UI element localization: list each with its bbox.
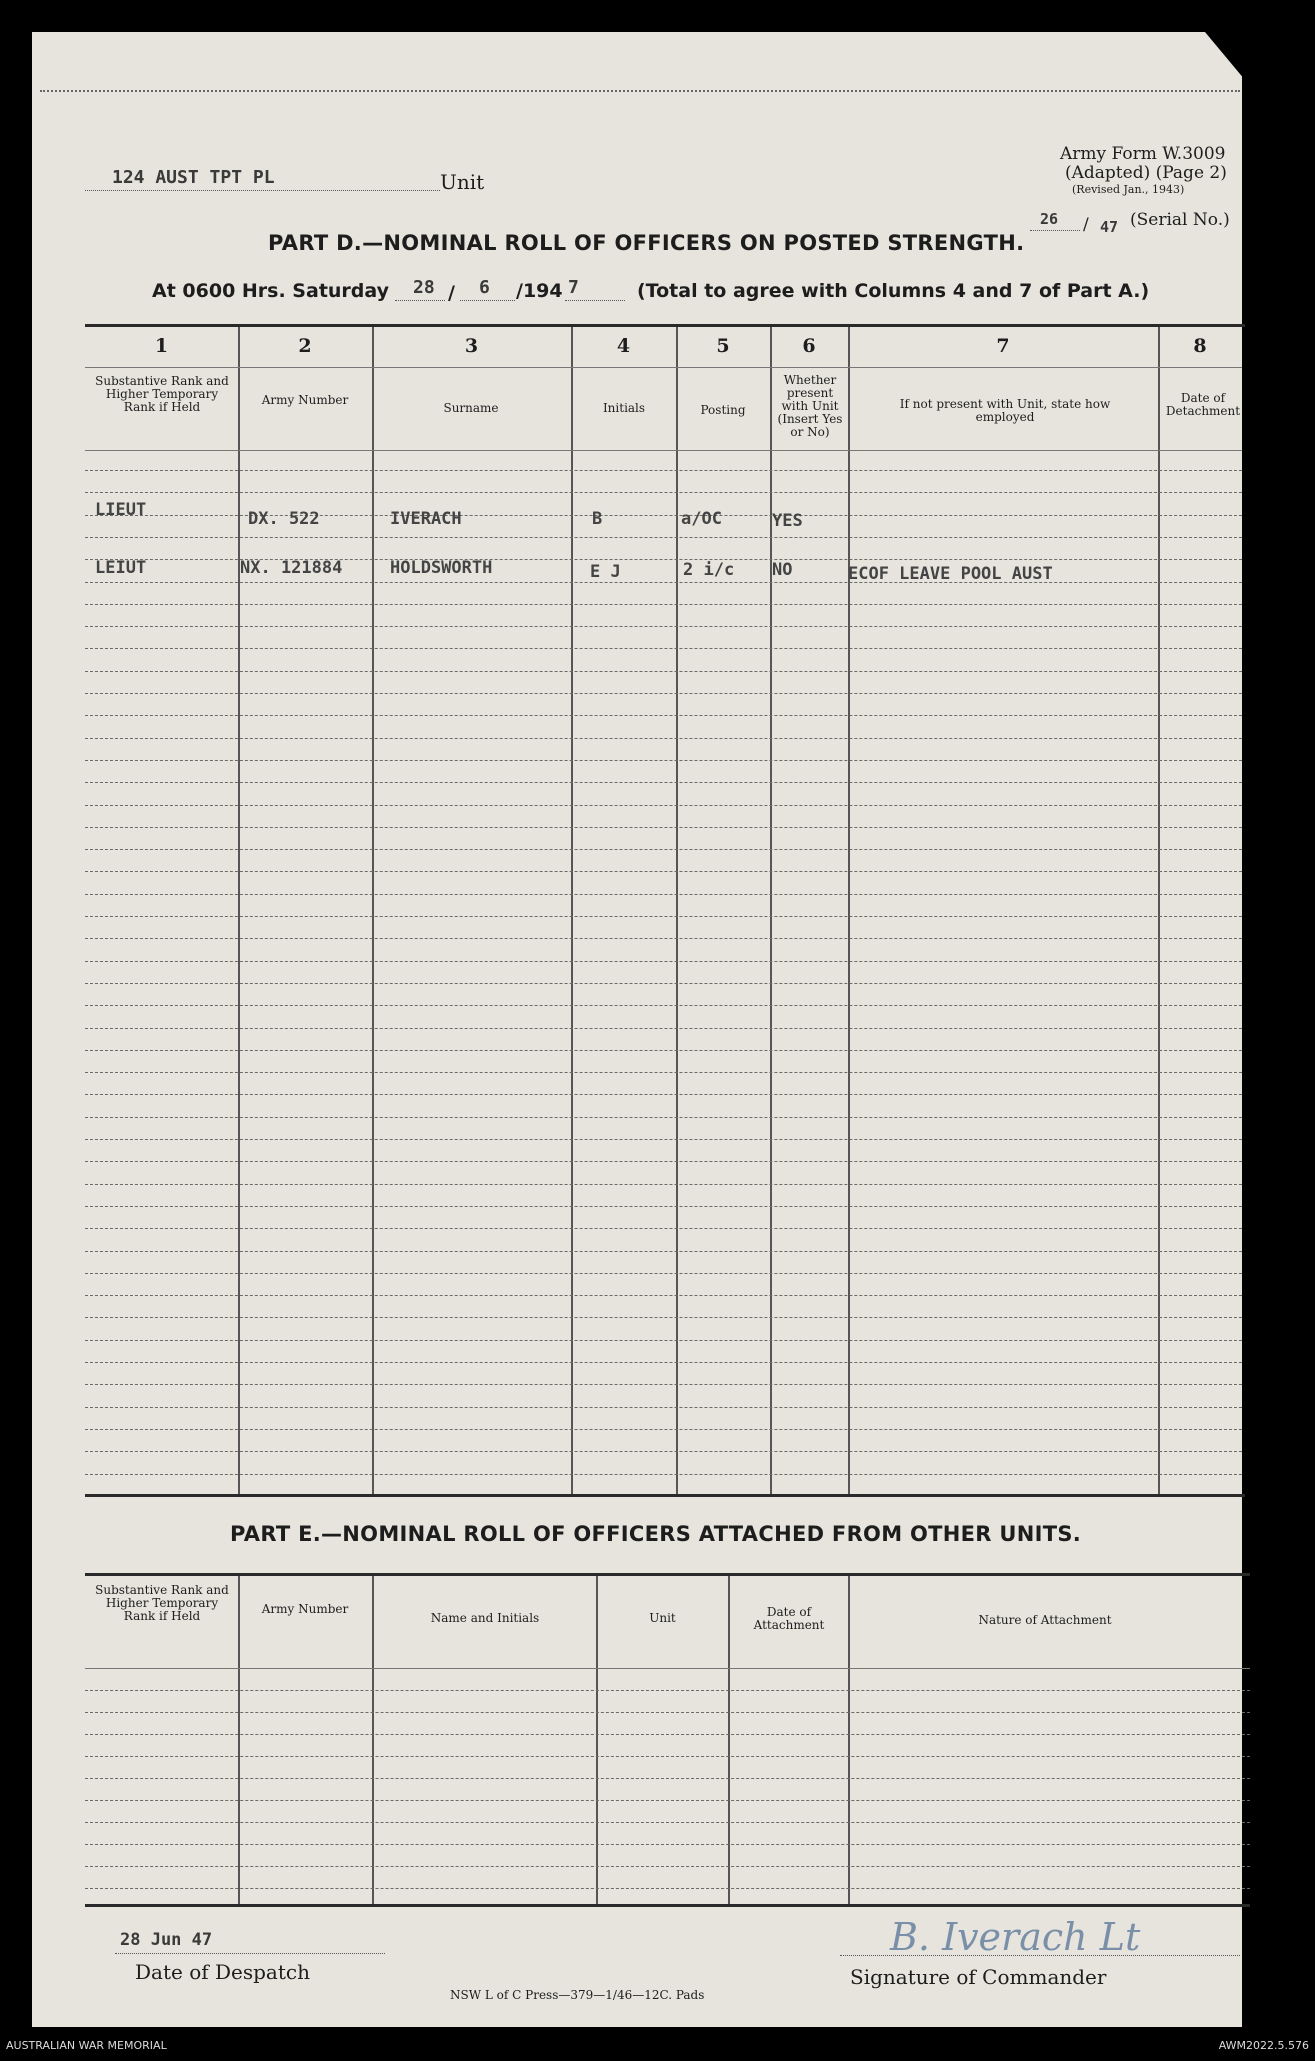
ruled-line [85,1005,1242,1006]
unit-label: Unit [440,170,485,194]
row-2-employed: ECOF LEAVE POOL AUST [848,564,1053,584]
ruled-line [85,582,1242,583]
col-header-initials: Initials [602,401,646,415]
col-divider [848,327,850,1494]
col-divider [238,327,240,1494]
col-divider [1158,327,1160,1494]
col-number-3: 3 [464,335,479,357]
signature-label: Signature of Commander [850,1965,1107,1989]
ruled-line [85,693,1242,694]
day-dotted [395,300,445,301]
e-col-header-nature: Nature of Attachment [978,1613,1112,1627]
ruled-line [85,1888,1250,1889]
ruled-line [85,738,1242,739]
ruled-line [85,1139,1242,1140]
row-1-army-number: DX. 522 [248,509,320,529]
ruled-line [85,1028,1242,1029]
ruled-line [85,1866,1250,1867]
ruled-line [85,1251,1242,1252]
col-number-5: 5 [716,335,730,357]
ruled-line [85,1451,1242,1452]
scan-border [1242,330,1315,2030]
unit-value: 124 AUST TPT PL [112,167,275,188]
archive-right: AWM2022.5.576 [1218,2039,1309,2052]
despatch-date: 28 Jun 47 [120,1930,213,1950]
ruled-line [85,715,1242,716]
ruled-line [85,1050,1242,1051]
despatch-label: Date of Despatch [135,1960,310,1984]
ruled-line [85,916,1242,917]
col-divider [372,1576,374,1904]
ruled-line [85,537,1242,538]
col-header-rank: Substantive Rank and Higher Temporary Rank if Held [95,374,229,414]
ruled-line [85,604,1242,605]
col-number-2: 2 [298,335,312,357]
ruled-line [85,1206,1242,1207]
ruled-line [85,1756,1250,1757]
perforation-line [40,90,1240,92]
ruled-line [85,626,1242,627]
header-bottom-rule [85,450,1242,451]
row-1-surname: IVERACH [390,509,462,529]
press-note: NSW L of C Press—379—1/46—12C. Pads [450,1988,705,2002]
row-2-army-number: NX. 121884 [240,558,343,578]
e-col-header-unit: Unit [649,1611,676,1625]
col-header-army-number: Army Number [261,393,349,407]
ruled-line [85,894,1242,895]
ruled-line [85,983,1242,984]
ruled-line [85,961,1242,962]
ruled-line [85,1273,1242,1274]
row-2-rank: LEIUT [95,558,147,578]
ruled-line [85,1800,1250,1801]
ruled-line [85,492,1242,493]
ruled-line [85,470,1242,471]
col-header-employed: If not present with Unit, state how employed [899,397,1111,424]
e-col-header-army-number: Army Number [261,1602,349,1616]
serial-dotted-a [1030,230,1080,231]
ruled-line [85,1072,1242,1073]
part-e-bottom-rule [85,1904,1250,1907]
ruled-line [85,805,1242,806]
ruled-line [85,1844,1250,1845]
unit-dotted-line [85,190,440,191]
ruled-line [85,1407,1242,1408]
ruled-line [85,1094,1242,1095]
row-2-posting: 2 i/c [683,560,735,580]
row-1-initials: B [592,509,603,529]
torn-corner [1200,26,1250,86]
ruled-line [85,1712,1250,1713]
row-2-present: NO [772,560,793,580]
col-number-7: 7 [996,335,1010,357]
month-value: 6 [479,277,490,298]
col-divider [770,327,772,1494]
col-divider [571,327,573,1494]
archive-left: AUSTRALIAN WAR MEMORIAL [6,2039,167,2052]
form-revised: (Revised Jan., 1943) [1072,183,1185,196]
commander-signature: B. Iverach Lt [890,1915,1141,1959]
e-col-header-name: Name and Initials [430,1611,540,1625]
ruled-line [85,1362,1242,1363]
row-2-initials: E J [590,562,621,582]
year-prefix: /194 [516,280,563,302]
ruled-line [85,849,1242,850]
year-digit: 7 [568,277,579,298]
col-number-1: 1 [154,335,169,357]
ruled-line [85,1734,1250,1735]
col-divider [372,327,374,1494]
serial-number-b: 47 [1100,218,1119,236]
col-header-posting: Posting [700,403,746,417]
ruled-line [85,782,1242,783]
e-col-header-attachment-date: Date of Attachment [753,1605,825,1632]
ruled-line [85,1474,1242,1475]
archive-bar [0,2027,1315,2061]
ruled-line [85,1340,1242,1341]
month-dotted [460,300,515,301]
row-2-surname: HOLDSWORTH [390,558,493,578]
ruled-line [85,1429,1242,1430]
col-number-6: 6 [802,335,816,357]
col-header-surname: Surname [443,401,499,415]
ruled-line [85,1317,1242,1318]
number-row-rule [85,367,1242,368]
ruled-line [85,1384,1242,1385]
form-adapted: (Adapted) (Page 2) [1065,163,1227,183]
ruled-line [85,1184,1242,1185]
form-name: Army Form W.3009 [1060,144,1226,164]
despatch-dotted [115,1953,385,1954]
serial-slash: / [1083,215,1089,235]
ruled-line [85,760,1242,761]
col-divider [676,327,678,1494]
ruled-line [85,1117,1242,1118]
col-header-present: Whether present with Unit (Insert Yes or No) [777,373,843,439]
ruled-line [85,1161,1242,1162]
ruled-line [85,648,1242,649]
ruled-line [85,871,1242,872]
part-d-top-rule [85,324,1245,327]
ruled-line [85,827,1242,828]
serial-label: (Serial No.) [1130,210,1230,230]
row-1-rank: LIEUT [95,500,147,520]
total-note: (Total to agree with Columns 4 and 7 of Part A.) [637,280,1150,302]
part-e-top-rule [85,1573,1250,1576]
col-header-detachment: Date of Detachment [1165,391,1241,418]
col-divider [596,1576,598,1904]
year-dotted [565,300,625,301]
col-divider [728,1576,730,1904]
ruled-line [85,1295,1242,1296]
e-header-bottom-rule [85,1668,1250,1669]
part-e-title: PART E.—NOMINAL ROLL OF OFFICERS ATTACHED FROM OTHER UNITS. [230,1522,1082,1546]
ruled-line [85,1690,1250,1691]
row-1-posting: a/OC [681,509,722,529]
col-divider [238,1576,240,1904]
ruled-line [85,1228,1242,1229]
col-number-4: 4 [616,335,631,357]
ruled-line [85,938,1242,939]
part-d-bottom-rule [85,1494,1245,1497]
col-number-8: 8 [1193,335,1207,357]
form-sheet [32,32,1242,2027]
part-d-title: PART D.—NOMINAL ROLL OF OFFICERS ON POSTED STRENGTH. [268,231,1025,255]
signature-dotted [840,1955,1240,1956]
ruled-line [85,1778,1250,1779]
ruled-line [85,1822,1250,1823]
col-divider [848,1576,850,1904]
serial-number-a: 26 [1040,210,1059,228]
at-label: At 0600 Hrs. Saturday [152,280,390,302]
date-slash: / [448,282,455,304]
ruled-line [85,671,1242,672]
day-value: 28 [413,277,435,298]
e-col-header-rank: Substantive Rank and Higher Temporary Rank if Held [95,1583,229,1623]
row-1-present: YES [772,511,803,531]
